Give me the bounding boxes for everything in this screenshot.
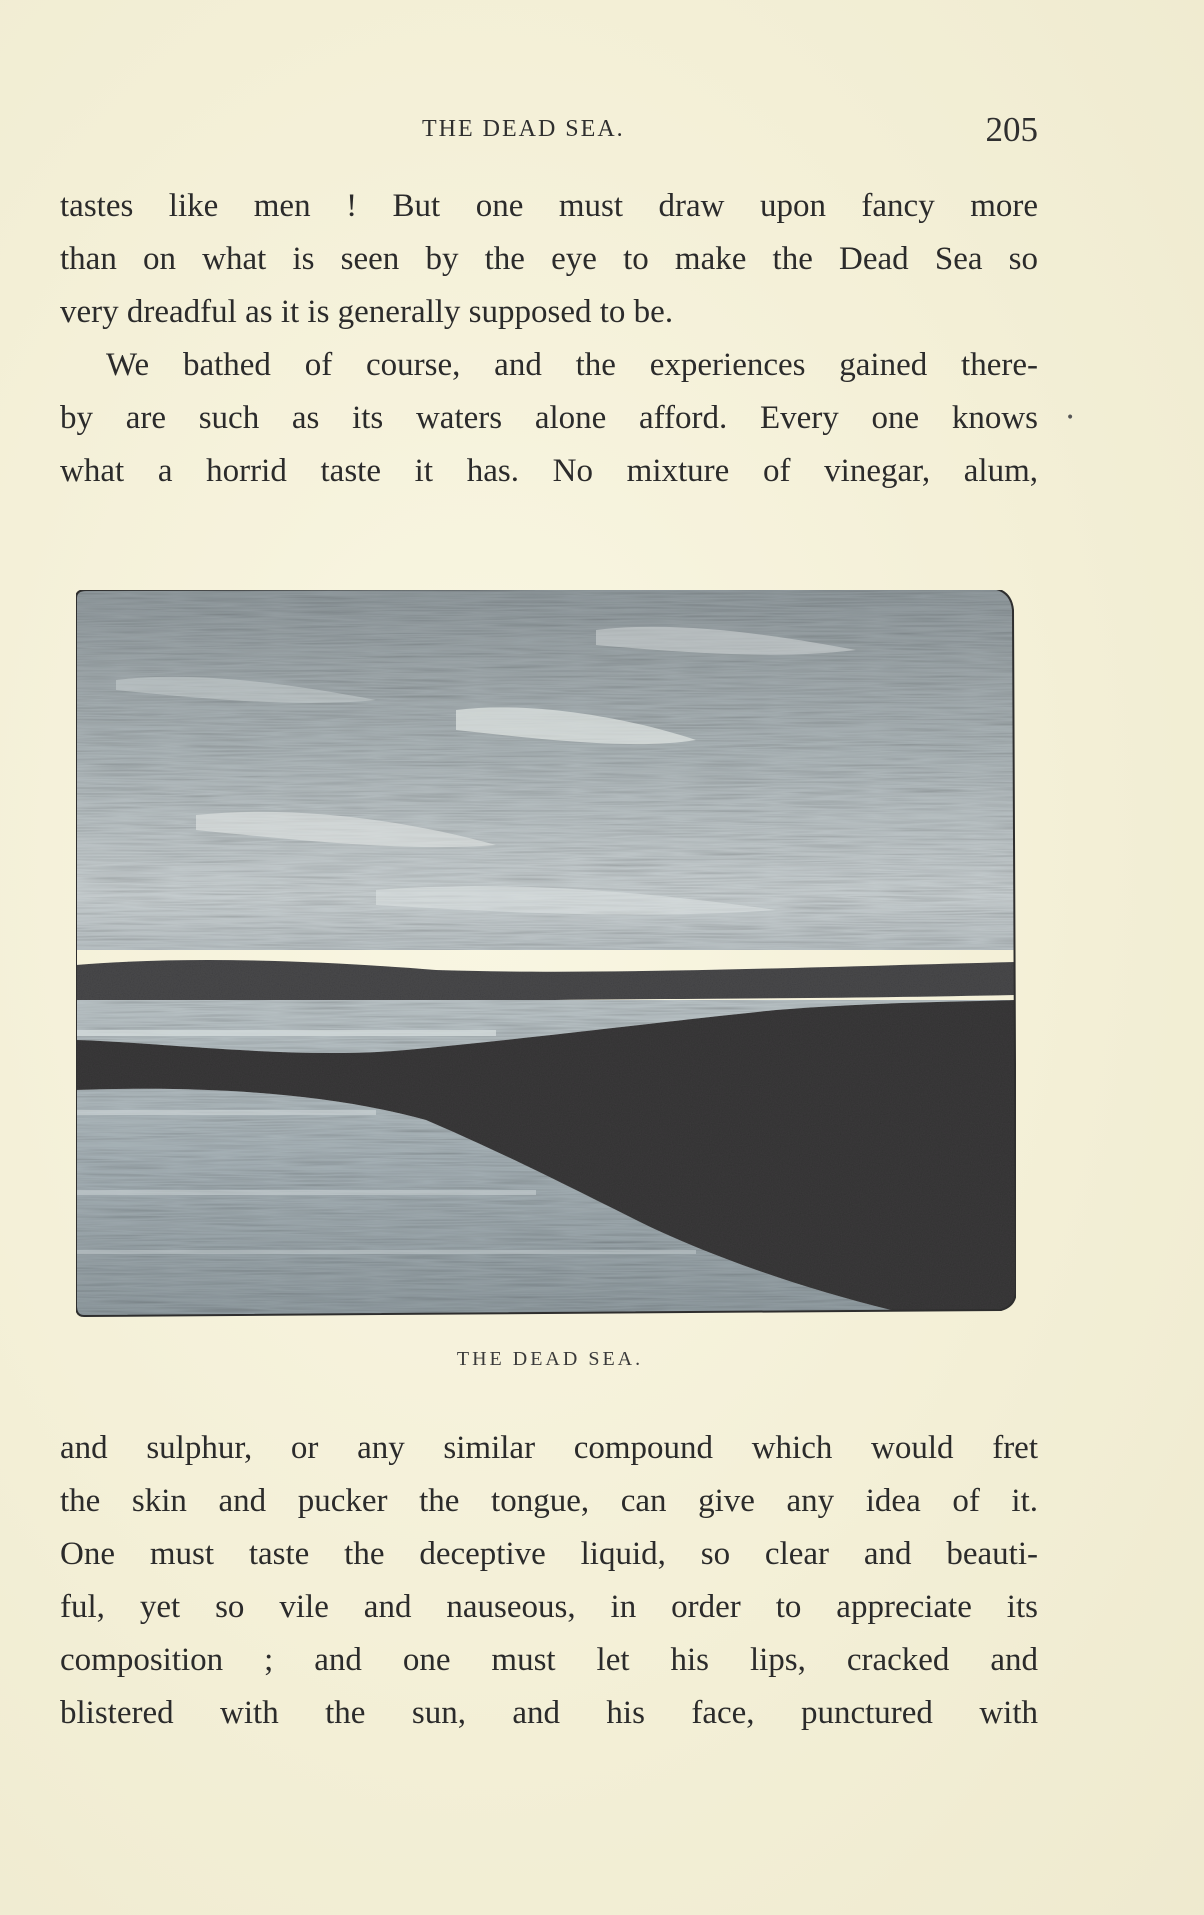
text-line: the skin and pucker the tongue, can give any idea of it. [60, 1483, 1038, 1519]
water-glint [76, 1190, 536, 1195]
text-line: tastes like men ! But one must draw upon fancy more [60, 188, 1038, 224]
text-line: ful, yet so vile and nauseous, in order to appreciate its [60, 1589, 1038, 1625]
water-glint [76, 1110, 376, 1115]
water-glint [76, 1250, 696, 1254]
print-speck: • [1066, 410, 1075, 426]
running-head [60, 110, 1038, 150]
text-line: and sulphur, or any similar compound which would fret [60, 1430, 1038, 1466]
figure-caption: THE DEAD SEA. [456, 1348, 644, 1370]
text-line: by are such as its waters alone afford. Every one knows [60, 400, 1038, 436]
dead-sea-engraving [76, 590, 1016, 1320]
text-line: very dreadful as it is generally supposed to be. [60, 294, 674, 330]
text-line: what a horrid taste it has. No mixture of vinegar, alum, [60, 453, 1038, 489]
text-line: blistered with the sun, and his face, punctured with [60, 1695, 1038, 1731]
water-glint [76, 1030, 496, 1036]
text-line: One must taste the deceptive liquid, so clear and beauti- [60, 1536, 1038, 1572]
text-line: than on what is seen by the eye to make the Dead Sea so [60, 241, 1038, 277]
text-block-top [60, 180, 1038, 498]
text-line: composition ; and one must let his lips, cracked and [60, 1642, 1038, 1678]
text-block-bottom [60, 1422, 1038, 1740]
page-number: 205 [985, 110, 1038, 149]
text-line: We bathed of course, and the experiences gained there- [106, 347, 1038, 383]
running-title: THE DEAD SEA. [422, 116, 625, 142]
